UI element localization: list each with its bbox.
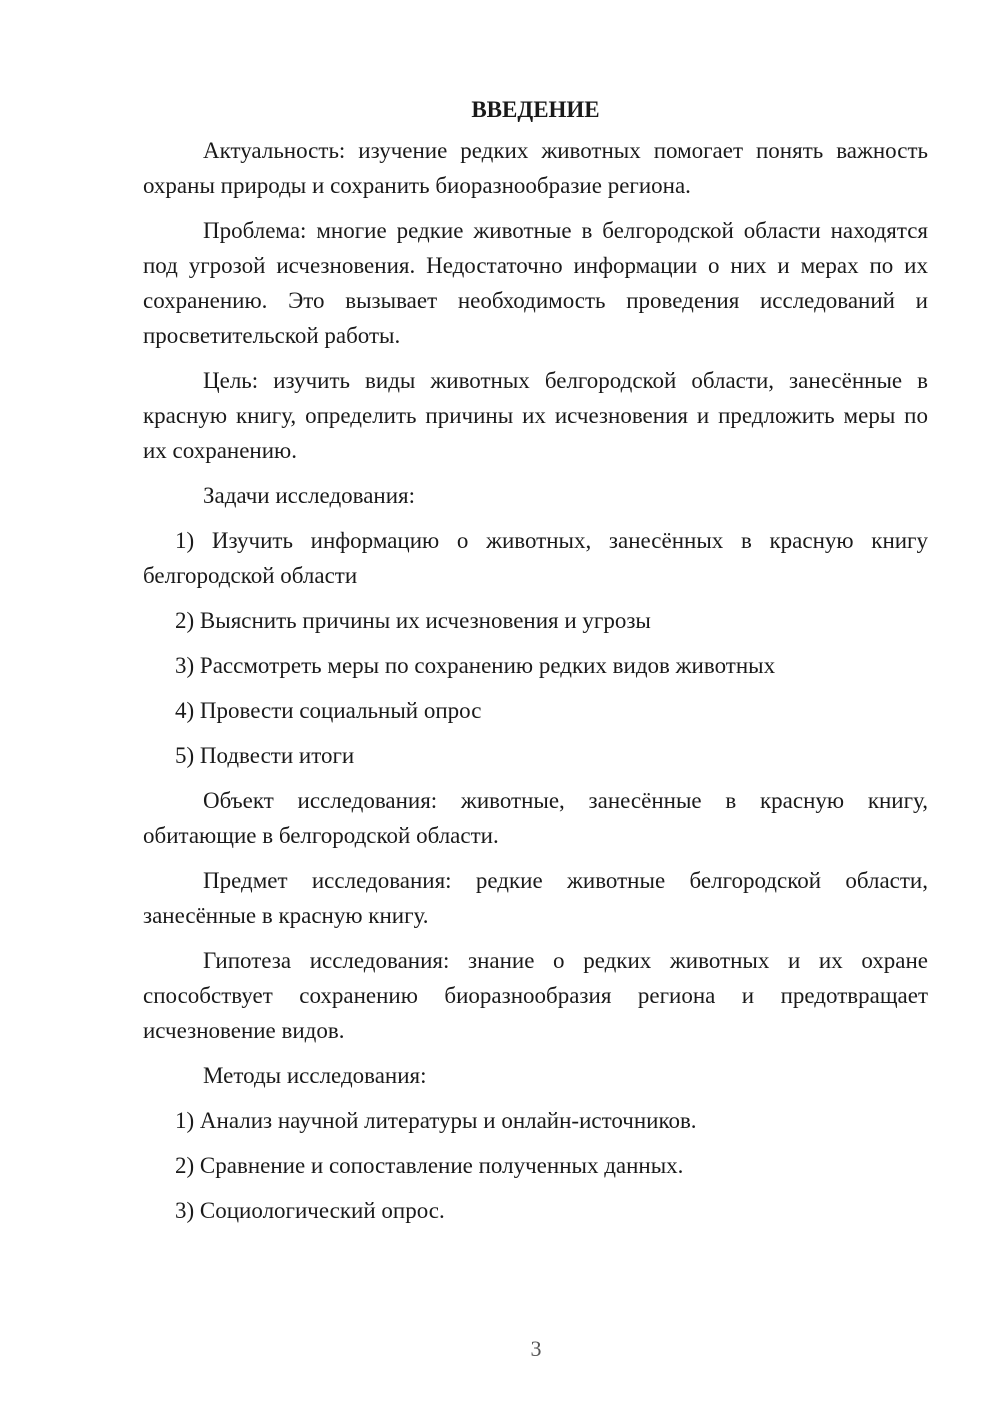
goal-paragraph: Цель: изучить виды животных белгородской области, занесённые в красную книгу, определить причины их исчезновения и предложить меры по их сохранению. — [143, 368, 928, 463]
actuality-paragraph: Актуальность: изучение редких животных помогает понять важность охраны природы и сохранить биоразнообразие региона. — [143, 138, 928, 198]
task-item: 2) Выяснить причины их исчезновения и угрозы — [175, 608, 651, 633]
method-item: 2) Сравнение и сопоставление полученных данных. — [175, 1153, 684, 1178]
page-number: 3 — [530, 1336, 542, 1361]
subject-paragraph: Предмет исследования: редкие животные белгородской области, занесённые в красную книгу. — [143, 868, 928, 928]
task-item: 3) Рассмотреть меры по сохранению редких видов животных — [175, 653, 776, 678]
problem-paragraph: Проблема: многие редкие животные в белгородской области находятся под угрозой исчезновения. Недостаточно информации о них и мерах по их сохранению. Это вызывает необходимость проведения исследований и просветительской работы. — [143, 218, 928, 348]
object-paragraph: Объект исследования: животные, занесённые в красную книгу, обитающие в белгородской области. — [143, 788, 928, 848]
tasks-list — [143, 523, 928, 773]
method-item: 1) Анализ научной литературы и онлайн-источников. — [175, 1108, 697, 1133]
section-title: ВВЕДЕНИЕ — [471, 97, 600, 122]
method-item: 3) Социологический опрос. — [175, 1198, 445, 1223]
task-item: 1) Изучить информацию о животных, занесённых в красную книгу белгородской области — [143, 528, 928, 588]
tasks-heading: Задачи исследования: — [203, 483, 416, 508]
methods-heading: Методы исследования: — [203, 1063, 427, 1088]
page-content — [143, 92, 928, 1238]
task-item: 4) Провести социальный опрос — [175, 698, 482, 723]
hypothesis-paragraph: Гипотеза исследования: знание о редких животных и их охране способствует сохранению биоразнообразия региона и предотвращает исчезновение видов. — [143, 948, 928, 1043]
methods-list — [143, 1103, 928, 1228]
task-item: 5) Подвести итоги — [175, 743, 355, 768]
